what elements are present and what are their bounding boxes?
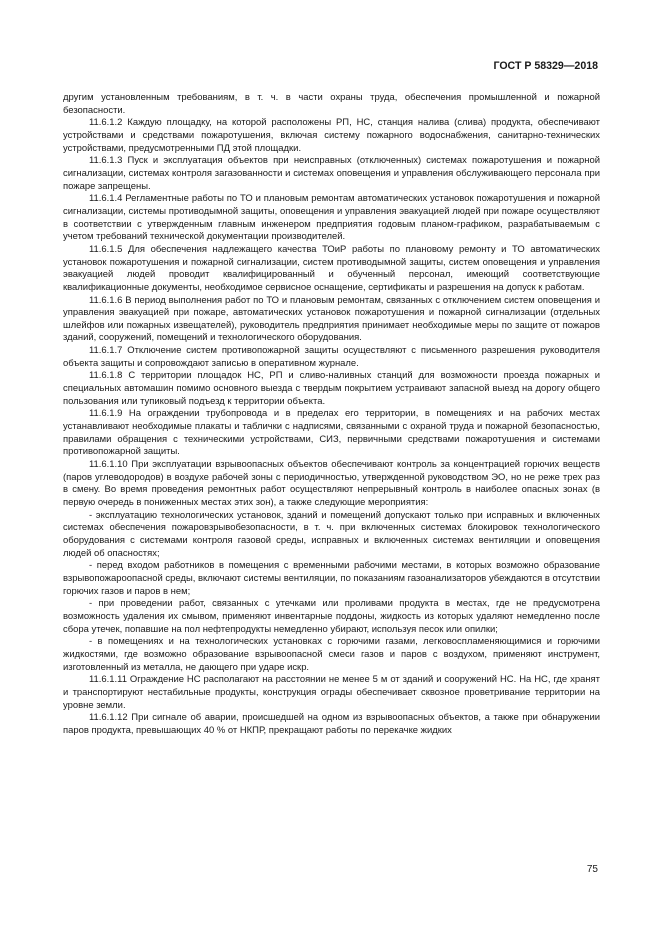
paragraph: 11.6.1.3 Пуск и эксплуатация объектов при неисправных (отключенных) системах пожаротушения и пожарной сигнализации, системах контроля загазованности и системах оповещения и управления обслуживающего персонала при пожаре запрещены. [63,155,600,192]
list-item: - перед входом работников в помещения с временными рабочими местами, в которых возможно образование взрывопожароопасной среды, включают системы вентиляции, по показаниям газоанализаторов убеждаются в отсутствии горючих газов и паров в нем; [63,560,600,597]
paragraph: 11.6.1.12 При сигнале об аварии, происшедшей на одном из взрывоопасных объектов, а также при обнаружении паров продукта, превышающих 40 % от НКПР, прекращают работы по перекачке жидких [63,712,600,736]
paragraph: 11.6.1.2 Каждую площадку, на которой расположены РП, НС, станция налива (слива) продукта, обеспечивают устройствами и средствами пожаротушения, включая систему пожарного водоснабжения, санитарно-технических устройствами, предусмотренными ПД этой площадки. [63,117,600,154]
paragraph: 11.6.1.9 На ограждении трубопровода и в пределах его территории, в помещениях и на рабочих местах устанавливают необходимые плакаты и таблички с надписями, связанными с охраной труда и пожарной безопасностью, правилами обращения с техническими устройствами, СИЗ, первичными средствами пожаротушения и системами противопожарной защиты. [63,408,600,458]
paragraph: 11.6.1.8 С территории площадок НС, РП и сливо-наливных станций для возможности проезда пожарных и специальных автомашин помимо основного выезда с твердым покрытием устраивают запасной выезд на дорогу общего пользования или тупиковый подъезд к территории объекта. [63,370,600,407]
paragraph: 11.6.1.4 Регламентные работы по ТО и плановым ремонтам автоматических установок пожаротушения и пожарной сигнализации, системы противодымной защиты, оповещения и управления эвакуацией людей при пожаре осуществляют в соответствии с утвержденным главным инженером предприятия годовым планом-графиком, разрабатываемым с учетом требований технической документации производителей. [63,193,600,243]
paragraph: 11.6.1.6 В период выполнения работ по ТО и плановым ремонтам, связанных с отключением систем оповещения и управления эвакуацией при пожаре, автоматических установок пожаротушения и пожарной сигнализации (отдельных шлейфов или пожарных извещателей), руководитель предприятия принимает необходимые меры по защите от пожаров зданий, сооружений, помещений и технологического оборудования. [63,294,600,344]
paragraph: 11.6.1.11 Ограждение НС располагают на расстоянии не менее 5 м от зданий и сооружений НС. На НС, где хранят и транспортируют нестабильные продукты, конструкция ограды обеспечивает сквозное проветривание территории на уровне земли. [63,674,600,711]
list-item: - при проведении работ, связанных с утечками или проливами продукта в местах, где не предусмотрена возможность удаления их смывом, применяют инвентарные поддоны, жидкость из которых удаляют немедленно после сбора утечек, попавшие на пол нефтепродукты немедленно убирают, используя песок или опилки; [63,598,600,635]
document-header: ГОСТ Р 58329—2018 [493,60,598,72]
list-item: - в помещениях и на технологических установках с горючими газами, легковоспламеняющимися и горючими жидкостями, где возможно образование взрывоопасной смеси газов и паров с воздухом, применяют инструмент, изготовленный из металла, не дающего при ударе искр. [63,636,600,673]
paragraph: 11.6.1.10 При эксплуатации взрывоопасных объектов обеспечивают контроль за концентрацией горючих веществ (паров углеводородов) в воздухе рабочей зоны с периодичностью, утвержденной руководством ЭО, но не реже трех раз в смену. Во время проведения ремонтных работ осуществляют непрерывный контроль в наиболее опасных зонах (в первую очередь в пониженных местах этих зон), а также следующие мероприятия: [63,459,600,508]
paragraph: 11.6.1.5 Для обеспечения надлежащего качества ТОиР работы по плановому ремонту и ТО автоматических установок пожаротушения и пожарной сигнализации, систем противодымной защиты, систем оповещения и управления эвакуацией людей проводит квалифицированный и обученный персонал, имеющий соответствующие квалификационные документы, необходимое сервисное оснащение, сертификаты и разрешения на допуск к работам. [63,243,600,293]
page-number: 75 [586,864,598,875]
paragraph: другим установленным требованиям, в т. ч. в части охраны труда, обеспечения промышленной и пожарной безопасности. [63,92,600,116]
paragraph: 11.6.1.7 Отключение систем противопожарной защиты осуществляют с письменного разрешения руководителя объекта защиты и сопровождают записью в оперативном журнале. [63,345,600,369]
document-body [63,92,600,737]
list-item: - эксплуатацию технологических установок, зданий и помещений допускают только при исправных и включенных системах обеспечения пожаровзрывобезопасности, в т. ч. при включенных системах блокировок технологического оборудования с системами контроля газовой среды, исправных и включенных системах вентиляции и оповещения людей об опасностях; [63,509,600,559]
